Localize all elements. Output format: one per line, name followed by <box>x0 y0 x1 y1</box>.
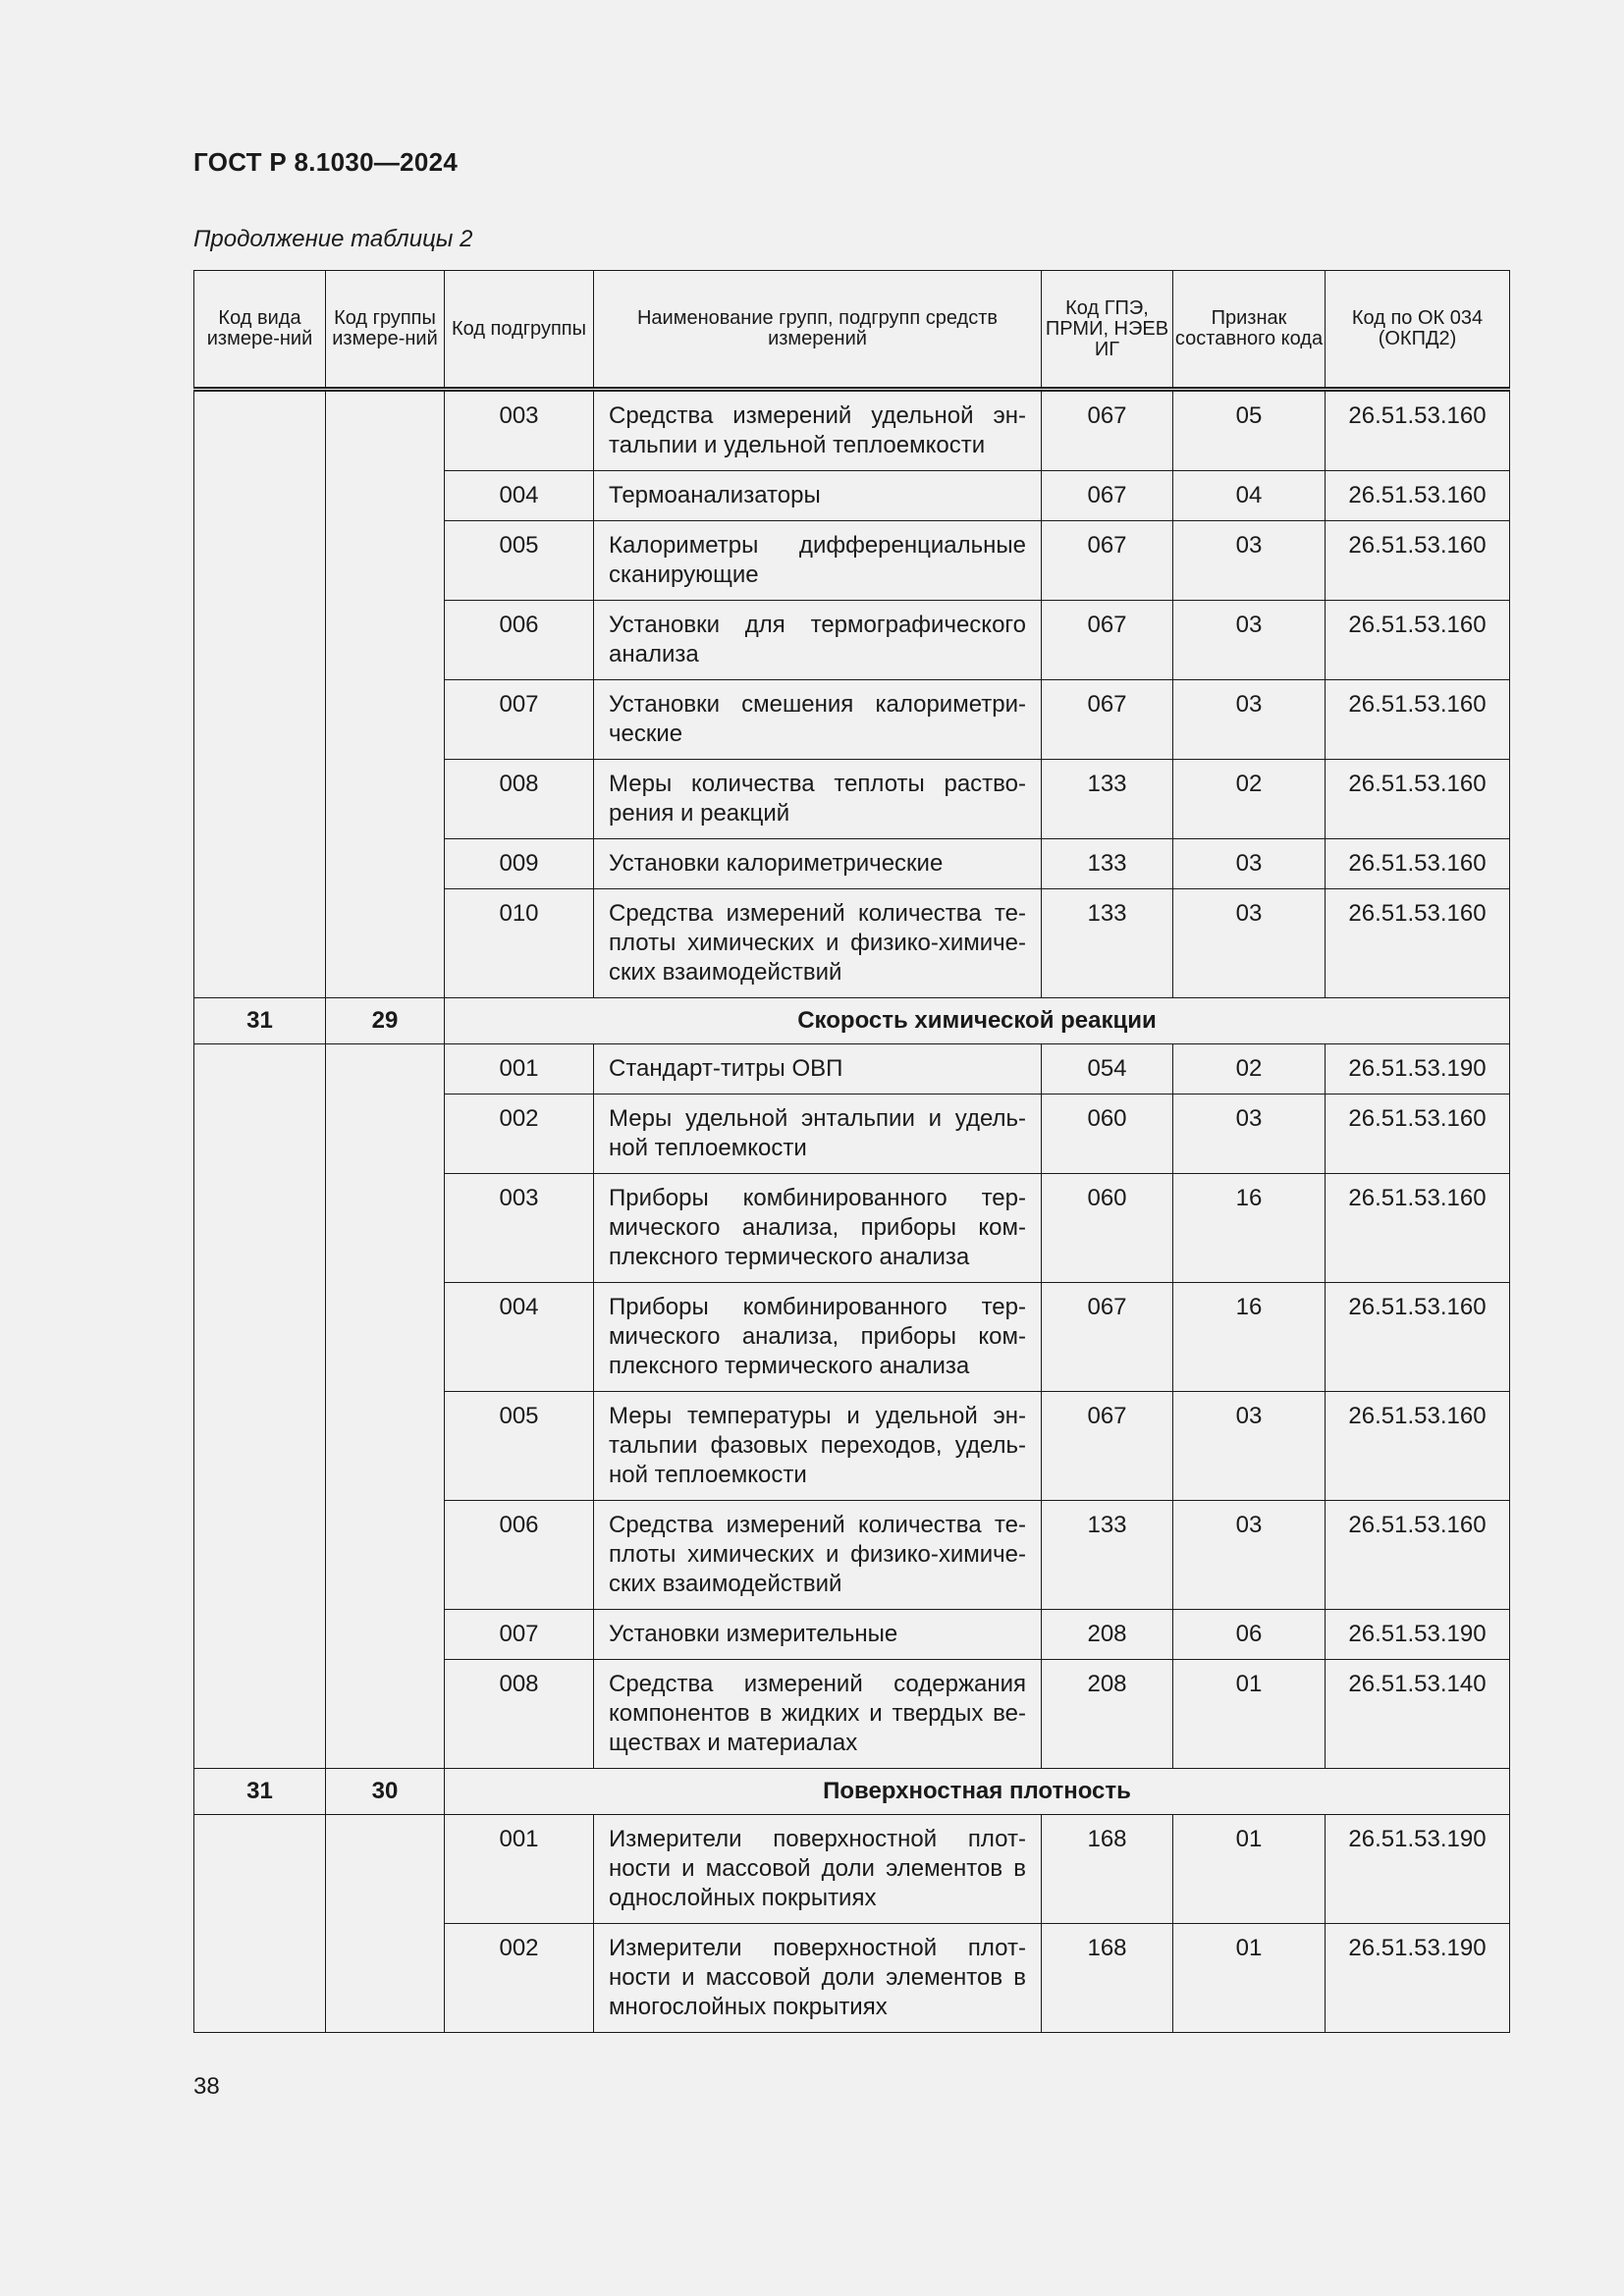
table-body <box>194 390 1510 2033</box>
composite-sign-cell: 03 <box>1173 601 1326 680</box>
col-header-sign: Признак составного кода <box>1173 271 1326 390</box>
okpd-code-cell: 26.51.53.160 <box>1326 1174 1510 1283</box>
okpd-code-cell: 26.51.53.160 <box>1326 889 1510 998</box>
okpd-code-cell: 26.51.53.140 <box>1326 1660 1510 1769</box>
composite-sign-cell: 06 <box>1173 1610 1326 1660</box>
measurement-codes-table <box>193 270 1510 2033</box>
subgroup-code-cell: 003 <box>445 390 594 471</box>
okpd-code-cell: 26.51.53.160 <box>1326 760 1510 839</box>
col-header-name: Наименование групп, подгрупп средств измерений <box>594 271 1042 390</box>
gpe-code-cell: 133 <box>1042 1501 1173 1610</box>
instrument-name-cell: Калориметры дифференциальные сканирующие <box>594 521 1042 601</box>
gpe-code-cell: 067 <box>1042 390 1173 471</box>
instrument-name-cell: Установки калориметрические <box>594 839 1042 889</box>
table-row <box>194 390 1510 471</box>
gpe-code-cell: 067 <box>1042 601 1173 680</box>
composite-sign-cell: 01 <box>1173 1660 1326 1769</box>
group-code: 30 <box>326 1769 445 1815</box>
composite-sign-cell: 02 <box>1173 1044 1326 1095</box>
subgroup-code-cell: 010 <box>445 889 594 998</box>
gpe-code-cell: 208 <box>1042 1610 1173 1660</box>
instrument-name-cell: Приборы комбинированного тер-мического анализа, приборы ком-плексного термического анализа <box>594 1283 1042 1392</box>
gpe-code-cell: 067 <box>1042 680 1173 760</box>
composite-sign-cell: 03 <box>1173 521 1326 601</box>
col-header-group: Код группы измере-ний <box>326 271 445 390</box>
gpe-code-cell: 067 <box>1042 1283 1173 1392</box>
subgroup-code-cell: 008 <box>445 1660 594 1769</box>
okpd-code-cell: 26.51.53.160 <box>1326 521 1510 601</box>
subgroup-code-cell: 002 <box>445 1095 594 1174</box>
instrument-name-cell: Стандарт-титры ОВП <box>594 1044 1042 1095</box>
gpe-code-cell: 168 <box>1042 1815 1173 1924</box>
subgroup-code-cell: 007 <box>445 680 594 760</box>
subgroup-code-cell: 006 <box>445 1501 594 1610</box>
subgroup-code-cell: 004 <box>445 471 594 521</box>
table-header-row <box>194 271 1510 390</box>
col-header-gpe: Код ГПЭ, ПРМИ, НЭЕВ ИГ <box>1042 271 1173 390</box>
table-row <box>194 1815 1510 1924</box>
subgroup-code-cell: 005 <box>445 1392 594 1501</box>
empty-group-cell <box>326 1044 445 1769</box>
composite-sign-cell: 03 <box>1173 839 1326 889</box>
subgroup-code-cell: 001 <box>445 1044 594 1095</box>
col-header-vid: Код вида измере-ний <box>194 271 326 390</box>
instrument-name-cell: Средства измерений количества те-плоты химических и физико-химиче-ских взаимодействий <box>594 889 1042 998</box>
instrument-name-cell: Термоанализаторы <box>594 471 1042 521</box>
gpe-code-cell: 168 <box>1042 1924 1173 2033</box>
empty-group-cell <box>326 1815 445 2033</box>
composite-sign-cell: 02 <box>1173 760 1326 839</box>
instrument-name-cell: Измерители поверхностной плот-ности и массовой доли элементов в однослойных покрытиях <box>594 1815 1042 1924</box>
instrument-name-cell: Установки смешения калориметри-ческие <box>594 680 1042 760</box>
empty-vid-cell <box>194 390 326 998</box>
instrument-name-cell: Установки измерительные <box>594 1610 1042 1660</box>
instrument-name-cell: Меры температуры и удельной эн-тальпии фазовых переходов, удель-ной теплоемкости <box>594 1392 1042 1501</box>
group-title: Скорость химической реакции <box>445 998 1510 1044</box>
okpd-code-cell: 26.51.53.160 <box>1326 471 1510 521</box>
okpd-code-cell: 26.51.53.160 <box>1326 680 1510 760</box>
composite-sign-cell: 16 <box>1173 1174 1326 1283</box>
group-header-row <box>194 998 1510 1044</box>
subgroup-code-cell: 003 <box>445 1174 594 1283</box>
gpe-code-cell: 060 <box>1042 1174 1173 1283</box>
document-header: ГОСТ Р 8.1030—2024 <box>193 147 459 177</box>
subgroup-code-cell: 009 <box>445 839 594 889</box>
group-header-row <box>194 1769 1510 1815</box>
subgroup-code-cell: 004 <box>445 1283 594 1392</box>
composite-sign-cell: 16 <box>1173 1283 1326 1392</box>
okpd-code-cell: 26.51.53.190 <box>1326 1610 1510 1660</box>
okpd-code-cell: 26.51.53.190 <box>1326 1924 1510 2033</box>
instrument-name-cell: Приборы комбинированного тер-мического анализа, приборы ком-плексного термического анализа <box>594 1174 1042 1283</box>
okpd-code-cell: 26.51.53.160 <box>1326 390 1510 471</box>
gpe-code-cell: 067 <box>1042 1392 1173 1501</box>
table-row <box>194 1044 1510 1095</box>
gpe-code-cell: 133 <box>1042 760 1173 839</box>
subgroup-code-cell: 006 <box>445 601 594 680</box>
group-vid-code: 31 <box>194 1769 326 1815</box>
instrument-name-cell: Меры удельной энтальпии и удель-ной теплоемкости <box>594 1095 1042 1174</box>
instrument-name-cell: Средства измерений содержания компонентов в жидких и твердых ве-ществах и материалах <box>594 1660 1042 1769</box>
instrument-name-cell: Меры количества теплоты раство-рения и реакций <box>594 760 1042 839</box>
instrument-name-cell: Измерители поверхностной плот-ности и массовой доли элементов в многослойных покрытиях <box>594 1924 1042 2033</box>
subgroup-code-cell: 007 <box>445 1610 594 1660</box>
okpd-code-cell: 26.51.53.160 <box>1326 839 1510 889</box>
instrument-name-cell: Установки для термографического анализа <box>594 601 1042 680</box>
subgroup-code-cell: 005 <box>445 521 594 601</box>
gpe-code-cell: 067 <box>1042 521 1173 601</box>
okpd-code-cell: 26.51.53.160 <box>1326 1501 1510 1610</box>
composite-sign-cell: 03 <box>1173 1501 1326 1610</box>
composite-sign-cell: 01 <box>1173 1815 1326 1924</box>
gpe-code-cell: 067 <box>1042 471 1173 521</box>
composite-sign-cell: 03 <box>1173 1392 1326 1501</box>
gpe-code-cell: 133 <box>1042 839 1173 889</box>
okpd-code-cell: 26.51.53.160 <box>1326 1283 1510 1392</box>
okpd-code-cell: 26.51.53.190 <box>1326 1044 1510 1095</box>
okpd-code-cell: 26.51.53.160 <box>1326 1095 1510 1174</box>
instrument-name-cell: Средства измерений количества те-плоты химических и физико-химиче-ских взаимодействий <box>594 1501 1042 1610</box>
composite-sign-cell: 03 <box>1173 680 1326 760</box>
okpd-code-cell: 26.51.53.160 <box>1326 601 1510 680</box>
table-caption: Продолжение таблицы 2 <box>193 226 473 252</box>
gpe-code-cell: 208 <box>1042 1660 1173 1769</box>
group-code: 29 <box>326 998 445 1044</box>
empty-group-cell <box>326 390 445 998</box>
composite-sign-cell: 03 <box>1173 889 1326 998</box>
empty-vid-cell <box>194 1044 326 1769</box>
composite-sign-cell: 03 <box>1173 1095 1326 1174</box>
okpd-code-cell: 26.51.53.190 <box>1326 1815 1510 1924</box>
instrument-name-cell: Средства измерений удельной эн-тальпии и удельной теплоемкости <box>594 390 1042 471</box>
col-header-okpd: Код по ОК 034 (ОКПД2) <box>1326 271 1510 390</box>
col-header-subgroup: Код подгруппы <box>445 271 594 390</box>
gpe-code-cell: 054 <box>1042 1044 1173 1095</box>
group-title: Поверхностная плотность <box>445 1769 1510 1815</box>
composite-sign-cell: 04 <box>1173 471 1326 521</box>
composite-sign-cell: 05 <box>1173 390 1326 471</box>
subgroup-code-cell: 008 <box>445 760 594 839</box>
okpd-code-cell: 26.51.53.160 <box>1326 1392 1510 1501</box>
gpe-code-cell: 133 <box>1042 889 1173 998</box>
subgroup-code-cell: 001 <box>445 1815 594 1924</box>
gpe-code-cell: 060 <box>1042 1095 1173 1174</box>
page-number: 38 <box>193 2073 220 2100</box>
subgroup-code-cell: 002 <box>445 1924 594 2033</box>
empty-vid-cell <box>194 1815 326 2033</box>
composite-sign-cell: 01 <box>1173 1924 1326 2033</box>
group-vid-code: 31 <box>194 998 326 1044</box>
